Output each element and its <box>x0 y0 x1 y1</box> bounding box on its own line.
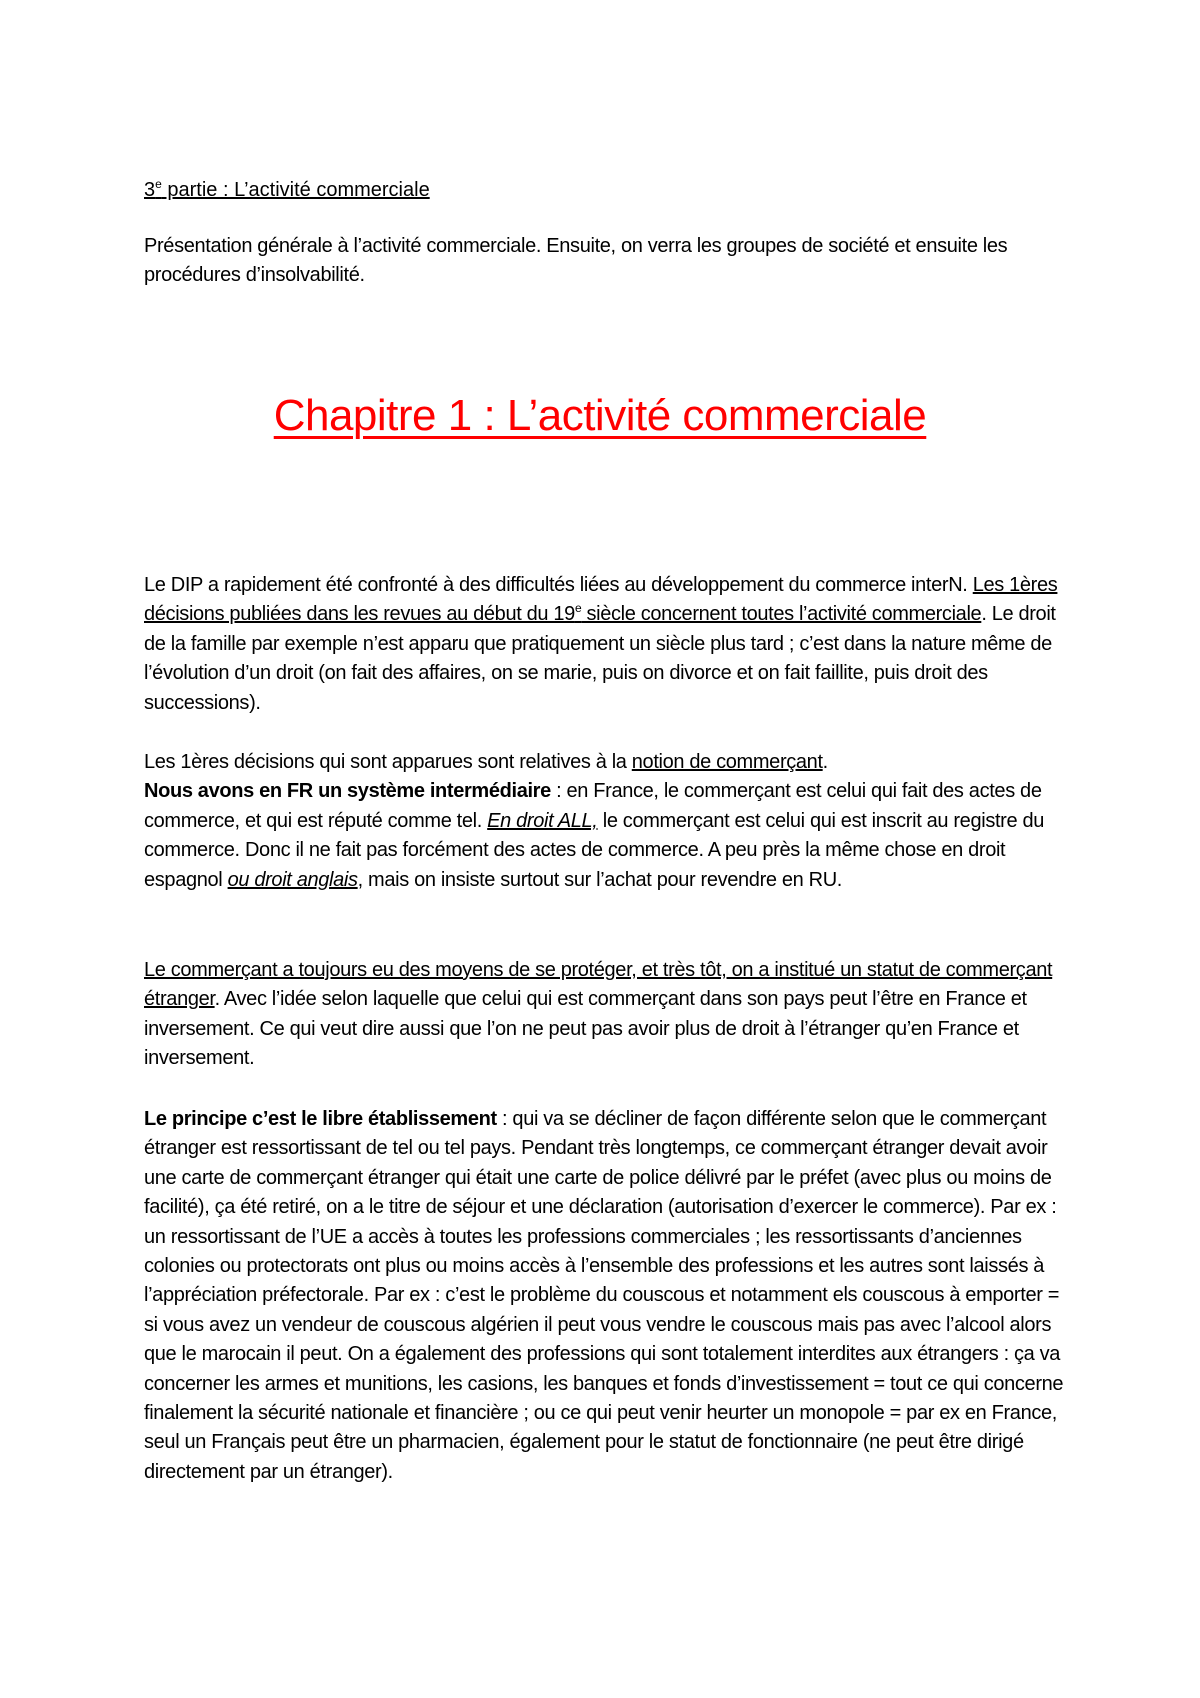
para2-text-5: , mais on insiste surtout sur l’achat pour revendre en RU. <box>357 868 843 891</box>
paragraph-commercant-etranger <box>144 956 1074 1074</box>
para2-text-2: . <box>822 751 828 773</box>
para2-text-4: le commerçant est celui qui est inscrit au registre du commerce. Donc il ne fait pas forcément des actes de commerce. A peu près la même chose en droit espagnol <box>144 809 1045 891</box>
para2-text-1: Les 1ères décisions qui sont apparues sont relatives à la <box>144 751 632 773</box>
part-title <box>144 176 430 204</box>
para4-bold-principe: Le principe c’est le libre établissement <box>144 1108 497 1130</box>
part-number: 3 <box>144 179 156 201</box>
paragraph-commercant <box>144 748 1074 895</box>
para2-italic-droit-anglais: ou droit anglais <box>227 868 358 891</box>
part-number-suffix: e <box>155 177 162 191</box>
para3-underlined-statut: Le commerçant a toujours eu des moyens de se protéger, et très tôt, on a institué un statut de commerçant étranger <box>144 959 1053 1011</box>
para1-underlined-1a: Les 1ères décisions publiées dans les revues au début du 19 <box>144 574 1058 626</box>
chapter-title: Chapitre 1 : L’activité commerciale <box>273 391 927 440</box>
para1-underlined-1b: siècle concernent toutes l’activité commerciale <box>581 603 982 626</box>
intro-paragraph: Présentation générale à l’activité commerciale. Ensuite, on verra les groupes de société et ensuite les procédures d’insolvabilité. <box>144 235 1008 287</box>
para2-underlined-notion: notion de commerçant <box>631 751 823 773</box>
para1-text-1: Le DIP a rapidement été confronté à des difficultés liées au développement du commerce interN. <box>144 574 973 596</box>
para4-text-1: : qui va se décliner de façon différente selon que le commerçant étranger est ressortissant de tel ou tel pays. Pendant très longtemps, ce commerçant étranger devait avoir une carte de commerçant étranger qui était une carte de police délivré par le préfet (avec plus ou moins de facilité), ça été retiré, on a le titre de séjour et une déclaration (autorisation d’exercer le commerce). Par ex : un ressortissant de l’UE a accès à toutes les professions commerciales ; les ressortissants d’anciennes colonies ou protectorats ont plus ou moins accès à l’ensemble des professions et les autres sont laissés à l’appréciation préfectorale. Par ex : c’est le problème du couscous et notamment els couscous à emporter = si vous avez un vendeur de couscous algérien il peut vous vendre le couscous mais pas avec l’alcool alors que le marocain il peut. On a également des professions qui sont totalement interdites aux étrangers : ça va concerner les armes et munitions, les casions, les banques et fonds d’investissement = tout ce qui concerne finalement la sécurité nationale et financière ; ou ce qui peut venir heurter un monopole = par ex en France, seul un Français peut être un pharmacien, également pour le statut de fonctionnaire (ne peut être dirigé directement par un étranger). <box>144 1108 1064 1483</box>
para2-bold-systeme: Nous avons en FR un système intermédiaire <box>144 780 551 803</box>
paragraph-libre-etablissement <box>144 1105 1074 1487</box>
paragraph-dip <box>144 571 1074 718</box>
para1-text-2: . Le droit de la famille par exemple n’est apparu que pratiquement un siècle plus tard ; c’est dans la nature même de l’évolution d’un droit (on fait des affaires, on se marie, puis on divorce et on fait faillite, puis droit des successions). <box>144 603 1056 714</box>
part-title-text: partie : L’activité commerciale <box>161 179 430 201</box>
para2-text-3: : en France, le commerçant est celui qui fait des actes de commerce, et qui est réputé comme tel. <box>144 780 1042 832</box>
para3-text-1: . Avec l’idée selon laquelle que celui qui est commerçant dans son pays peut l’être en France et inversement. Ce qui veut dire aussi que l’on ne peut pas avoir plus de droit à l’étranger qu’en France et inversement. <box>144 988 1027 1070</box>
para1-century-suffix: e <box>574 601 582 616</box>
para2-italic-droit-all: En droit ALL, <box>487 809 598 832</box>
